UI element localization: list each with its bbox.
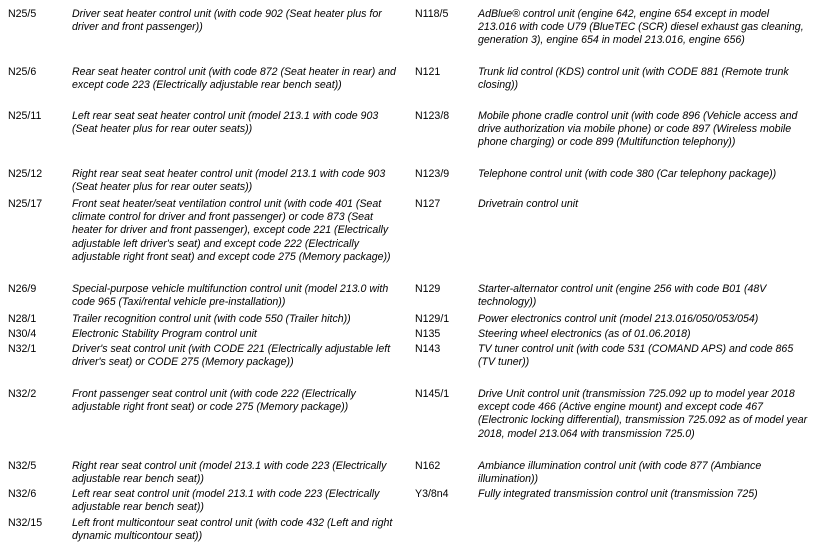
component-description: Driver's seat control unit (with CODE 221 (Electrically adjustable left driver's seat) or CODE 275 (Memory package)): [72, 343, 391, 369]
component-code: N123/9: [415, 168, 450, 180]
component-code: N25/5: [8, 8, 37, 20]
component-description: Steering wheel electronics (as of 01.06.2018): [478, 328, 691, 340]
component-description: AdBlue® control unit (engine 642, engine 654 except in model 213.016 with code U79 (BlueTEC (SCR) diesel exhaust gas cleaning, generation 3), engine 654 in model 213.016, engine 656): [478, 8, 804, 47]
component-code: N25/6: [8, 66, 37, 78]
component-description: Starter-alternator control unit (engine 256 with code B01 (48V technology)): [478, 283, 767, 309]
component-description: Right rear seat control unit (model 213.1 with code 223 (Electrically adjustable rear bench seat)): [72, 460, 387, 486]
component-code: N121: [415, 66, 441, 78]
component-code: N30/4: [8, 328, 37, 340]
component-description: Electronic Stability Program control unit: [72, 328, 257, 340]
component-code: N26/9: [8, 283, 37, 295]
component-description: Fully integrated transmission control unit (transmission 725): [478, 488, 758, 500]
component-code: N129/1: [415, 313, 450, 325]
component-code: N145/1: [415, 388, 450, 400]
component-code: N129: [415, 283, 441, 295]
component-description: Trailer recognition control unit (with code 550 (Trailer hitch)): [72, 313, 351, 325]
component-description: Trunk lid control (KDS) control unit (with CODE 881 (Remote trunk closing)): [478, 66, 789, 92]
component-description: Drivetrain control unit: [478, 198, 579, 210]
component-description: Left rear seat seat heater control unit (model 213.1 with code 903 (Seat heater plus for rear outer seats)): [72, 110, 379, 136]
component-description: Left rear seat control unit (model 213.1 with code 223 (Electrically adjustable rear bench seat)): [72, 488, 380, 514]
component-code: N32/15: [8, 517, 43, 529]
component-code: N25/12: [8, 168, 43, 180]
component-code: N127: [415, 198, 441, 210]
component-description: Power electronics control unit (model 213.016/050/053/054): [478, 313, 759, 325]
component-description: Front passenger seat control unit (with code 222 (Electrically adjustable right front seat) or code 275 (Memory package)): [72, 388, 356, 414]
component-description: Left front multicontour seat control unit (with code 432 (Left and right dynamic multicontour seat)): [72, 517, 393, 543]
component-code: N135: [415, 328, 441, 340]
component-code: N143: [415, 343, 441, 355]
component-description: Drive Unit control unit (transmission 725.092 up to model year 2018 except code 466 (Active engine mount) and except code 467 (Electronic locking differential), transmission 725.092 as of model year 2018, model 213.064 with transmission 725.0): [478, 388, 808, 440]
component-code: Y3/8n4: [415, 488, 449, 500]
component-code: N123/8: [415, 110, 450, 122]
component-code: N32/2: [8, 388, 37, 400]
component-description: Rear seat heater control unit (with code 872 (Seat heater in rear) and except code 223 (Electrically adjustable rear bench seat)): [72, 66, 396, 92]
component-description: Front seat heater/seat ventilation control unit (with code 401 (Seat climate control for driver and front passenger) or code 873 (Seat heater for driver and front passenger), except code 221 (Electrically adjustable left driver's seat) and except code 222 (Electrically adjustable right front seat) and except code 275 (Memory package)): [72, 198, 391, 263]
component-description: Driver seat heater control unit (with code 902 (Seat heater plus for driver and front passenger)): [72, 8, 382, 34]
component-description: Special-purpose vehicle multifunction control unit (model 213.0 with code 965 (Taxi/rental vehicle pre-installation)): [72, 283, 389, 309]
component-code: N25/17: [8, 198, 43, 210]
component-code: N118/5: [415, 8, 449, 20]
component-description: TV tuner control unit (with code 531 (COMAND APS) and code 865 (TV tuner)): [478, 343, 794, 369]
component-description: Telephone control unit (with code 380 (Car telephony package)): [478, 168, 777, 180]
component-code: N32/6: [8, 488, 37, 500]
component-description: Ambiance illumination control unit (with code 877 (Ambiance illumination)): [478, 460, 762, 486]
component-code: N32/1: [8, 343, 37, 355]
component-code: N32/5: [8, 460, 37, 472]
component-code: N28/1: [8, 313, 37, 325]
component-code: N162: [415, 460, 441, 472]
component-description: Mobile phone cradle control unit (with code 896 (Vehicle access and drive authorization via mobile phone) or code 897 (Wireless mobile phone charging) or code 899 (Multifunction telephony)): [478, 110, 798, 149]
component-code: N25/11: [8, 110, 42, 122]
component-description: Right rear seat seat heater control unit (model 213.1 with code 903 (Seat heater plus for rear outer seats)): [72, 168, 386, 194]
